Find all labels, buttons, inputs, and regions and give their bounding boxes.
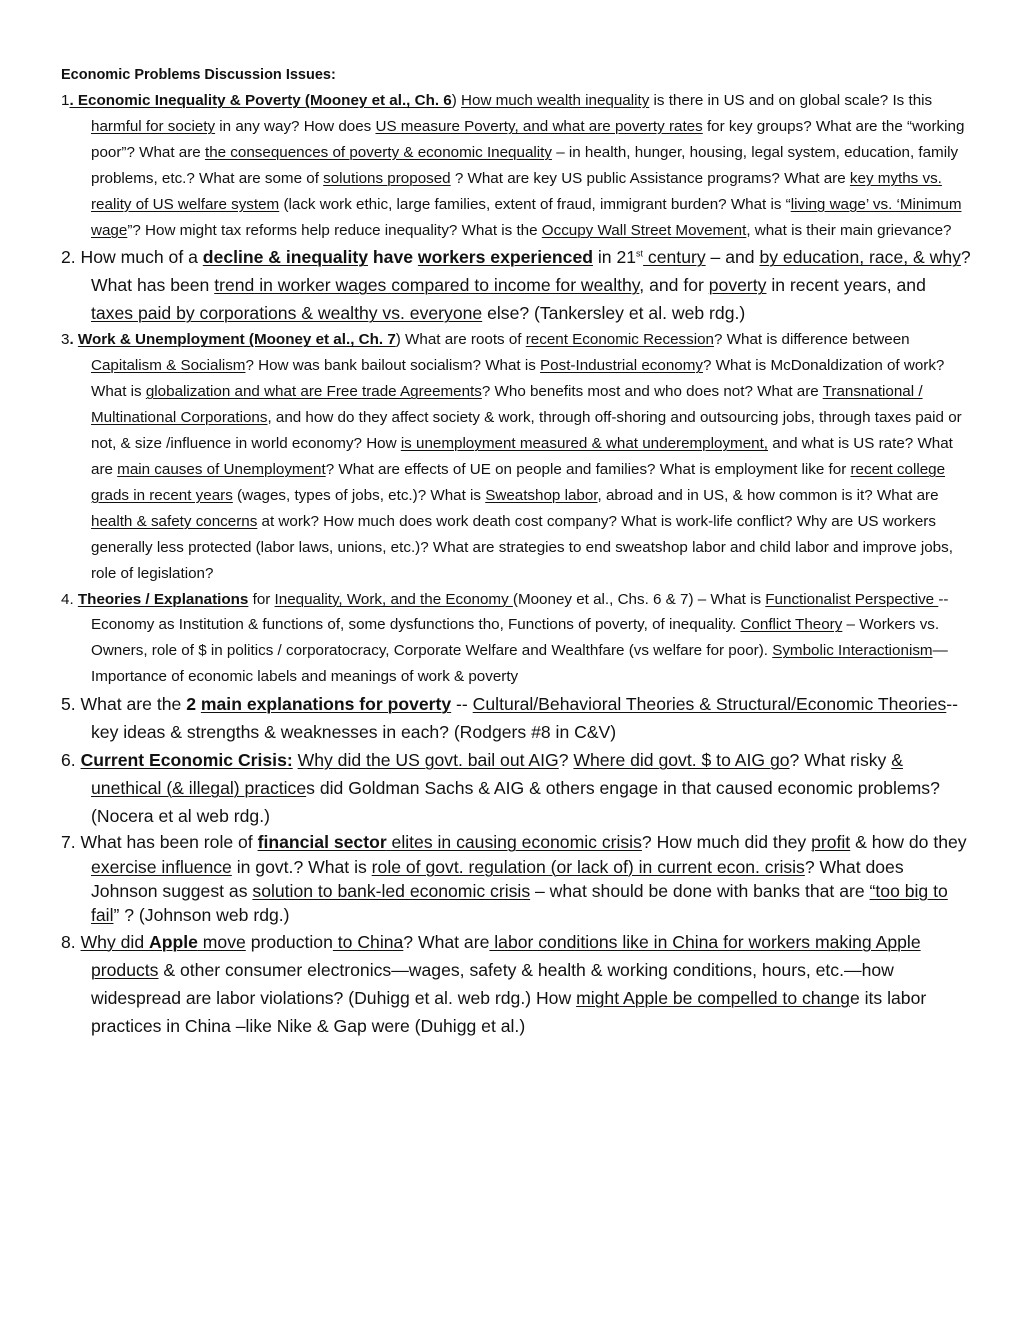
discussion-item-8 — [61, 928, 971, 1040]
text-run: ? — [558, 750, 574, 771]
bold-text: 2 — [186, 694, 201, 715]
discussion-item-1 — [61, 88, 971, 243]
text-run: – Workers vs. Owners, role of $ in politics / corporatocracy, Corporate Welfare and Wealthfare (vs welfare for poor). — [91, 616, 940, 660]
text-run: ”? How might tax reforms help reduce inequality? What is the — [127, 221, 542, 239]
underlined-text: Transnational / Multinational Corporations — [91, 383, 923, 427]
underlined-text: to China — [332, 931, 404, 952]
text-run: in 21 — [592, 247, 637, 268]
text-run: production — [245, 931, 333, 952]
underlined-text: the consequences of poverty & economic Inequality — [204, 143, 552, 161]
underlined-text: Sweatshop labor — [485, 486, 598, 504]
text-run: e its labor practices in China –like Nike & Gap were (Duhigg et al.) — [91, 987, 927, 1036]
underlined-text: is unemployment measured & what underemployment, — [400, 435, 769, 453]
underlined-text: Post-Industrial economy — [540, 357, 703, 375]
text-run: 3 — [61, 331, 70, 349]
text-run: ? What is difference between — [714, 331, 910, 349]
text-run: -- Economy as Institution & functions of, some dysfunctions tho, Functions of poverty, of inequality. — [91, 590, 949, 634]
underlined-text: globalization and what are Free trade Agreements — [145, 383, 482, 401]
text-run: ” ? (Johnson web rdg.) — [113, 905, 290, 926]
underlined-text: Current Economic Crisis: — [80, 750, 293, 771]
text-run: 4. — [61, 590, 78, 608]
underlined-text: might Apple be compelled to chang — [576, 987, 850, 1008]
underlined-text: recent Economic Recession — [525, 331, 714, 349]
text-run: ? What are — [403, 931, 490, 952]
underlined-text: financial sector — [257, 832, 387, 853]
underlined-text: Apple — [149, 931, 198, 952]
text-run: 6. — [61, 750, 81, 771]
text-run: 5. What are the — [61, 694, 187, 715]
text-run: ? What does Johnson suggest as — [91, 856, 904, 901]
underlined-text: trend in worker wages compared to income for wealthy — [214, 275, 640, 296]
text-run: ? What has been — [91, 247, 971, 296]
text-run: is there in US and on global scale? Is this — [649, 92, 933, 109]
underlined-text: Work & Unemployment (Mooney et al., Ch. 7 — [77, 331, 396, 349]
text-run: st — [636, 249, 644, 260]
text-run: ? How was bank bailout socialism? What is — [245, 357, 541, 375]
underlined-text: Symbolic Interactionism — [772, 642, 933, 660]
text-run: for — [248, 590, 275, 608]
underlined-text: by education, race, & why — [759, 247, 961, 268]
discussion-item-5 — [61, 690, 971, 746]
underlined-text: solutions proposed — [323, 169, 451, 187]
underlined-text: poverty — [708, 275, 767, 296]
text-run: 7. What has been role of — [61, 832, 258, 853]
underlined-text: health & safety concerns — [91, 512, 258, 530]
underlined-text: Cultural/Behavioral Theories & Structural/Economic Theories — [472, 694, 947, 715]
text-run: —Importance of economic labels and meanings of work & poverty — [91, 642, 948, 686]
underlined-text: recent college grads in recent years — [91, 460, 946, 504]
underlined-text: Inequality, Work, and the Economy — [274, 590, 513, 608]
text-run: and what is US rate? What are — [91, 435, 953, 478]
underlined-text: US measure Poverty, and what are poverty rates — [375, 117, 703, 135]
discussion-item-3 — [61, 327, 971, 586]
underlined-text: main explanations for poverty — [200, 694, 452, 715]
underlined-text: solution to bank-led economic crisis — [252, 880, 531, 901]
discussion-list — [61, 88, 971, 1040]
text-run: ? What are effects of UE on people and families? What is employment like for — [325, 460, 851, 478]
text-run: 1 — [61, 92, 70, 109]
text-run: for key groups? What are the “working poor”? What are — [91, 117, 965, 161]
underlined-text: Functionalist Perspective — [765, 590, 939, 608]
text-run: 2. How much of a — [61, 247, 203, 268]
underlined-text: Conflict Theory — [740, 616, 843, 634]
text-run: (wages, types of jobs, etc.)? What is — [232, 486, 486, 504]
text-run: , and for — [639, 275, 709, 296]
document-page — [61, 60, 971, 1040]
text-run: (lack work ethic, large families, extent of fraud, immigrant burden? What is “ — [279, 195, 791, 213]
text-run: ? What risky — [789, 750, 892, 771]
text-run: , abroad and in US, & how common is it? What are — [597, 486, 939, 504]
text-run: , what is their main grievance? — [746, 221, 952, 239]
underlined-text: decline & inequality — [202, 247, 369, 268]
underlined-text: taxes paid by corporations & wealthy vs. everyone — [91, 303, 483, 324]
underlined-text: harmful for society — [91, 117, 216, 135]
text-run: & other consumer electronics—wages, safety & health & working conditions, hours, etc.—how widespread are labor violations? (Duhigg et al. web rdg.) How — [91, 959, 894, 1008]
underlined-text: workers experienced — [417, 247, 593, 268]
discussion-item-2 — [61, 243, 971, 327]
underlined-text: Capitalism & Socialism — [91, 357, 246, 375]
text-run: -- key ideas & strengths & weaknesses in each? (Rodgers #8 in C&V) — [91, 694, 959, 743]
underlined-text: . Economic Inequality & Poverty — [69, 92, 305, 109]
bold-text: have — [368, 247, 418, 268]
text-run: , and how do they affect society & work, through off-shoring and outsourcing jobs, through taxes paid or not, & size /influence in world economy? How — [91, 409, 962, 453]
underlined-text: How much wealth inequality — [461, 92, 650, 109]
underlined-text: Where did govt. $ to AIG go — [573, 750, 790, 771]
text-run: s did Goldman Sachs & AIG & others engage in that caused economic problems? (Nocera et al web rdg.) — [91, 778, 940, 827]
text-run: ) — [451, 92, 462, 109]
text-run: – in health, hunger, housing, legal system, education, family problems, etc.? What are some of — [91, 143, 959, 187]
underlined-text: living wage’ vs. ‘Minimum wage — [91, 195, 962, 239]
text-run: ? Who benefits most and who does not? What are — [481, 383, 823, 401]
underlined-text: & unethical (& illegal) practice — [91, 750, 903, 799]
text-run: ? How much did they — [641, 832, 812, 853]
document-title: Economic Problems Discussion Issues: — [61, 67, 336, 83]
discussion-item-4 — [61, 587, 971, 691]
underlined-text: exercise influence — [91, 856, 232, 877]
discussion-item-6 — [61, 746, 971, 830]
text-run: – and — [705, 247, 760, 268]
underlined-text: role of govt. regulation (or lack of) in current econ. crisis — [371, 856, 805, 877]
discussion-item-7 — [61, 830, 971, 928]
underlined-text: Theories / Explanations — [77, 590, 249, 608]
text-run: ? What are key US public Assistance programs? What are — [450, 169, 850, 187]
text-run: in any way? How does — [215, 117, 376, 135]
underlined-text: (Mooney et al., Ch. 6 — [304, 92, 452, 109]
underlined-text: Occupy Wall Street Movement — [541, 221, 747, 239]
text-run: – what should be done with banks that are — [530, 880, 870, 901]
text-run: ) What are roots of — [395, 331, 526, 349]
underlined-text: labor conditions like in China for workers making Apple products — [91, 931, 921, 980]
text-run: & how do they — [850, 832, 967, 853]
text-run: in govt.? What is — [231, 856, 372, 877]
text-run: (Mooney et al., Chs. 6 & 7) – What is — [512, 590, 766, 608]
underlined-text: century — [643, 247, 706, 268]
text-run: in recent years, and — [766, 275, 926, 296]
underlined-text: profit — [811, 832, 851, 853]
text-run: 8. — [61, 931, 81, 952]
underlined-text: main causes of Unemployment — [117, 460, 326, 478]
text-run: -- — [451, 694, 473, 715]
underlined-text: Why did — [80, 931, 150, 952]
text-run: at work? How much does work death cost company? What is work-life conflict? Why are US workers generally less protected (labor laws, unions, etc.)? What are strategies to end sweatshop labor and child labor and improve jobs, role of legislation? — [91, 512, 953, 582]
underlined-text: “too big to fail — [91, 880, 948, 926]
underlined-text: elites in causing economic crisis — [386, 832, 642, 853]
text-run: else? (Tankersley et al. web rdg.) — [482, 303, 746, 324]
underlined-text: key myths vs. reality of US welfare system — [91, 169, 942, 213]
underlined-text: Why did the US govt. bail out AIG — [297, 750, 559, 771]
bold-text: . — [69, 331, 78, 349]
underlined-text: move — [197, 931, 246, 952]
text-run: ? What is McDonaldization of work? What is — [91, 357, 945, 401]
